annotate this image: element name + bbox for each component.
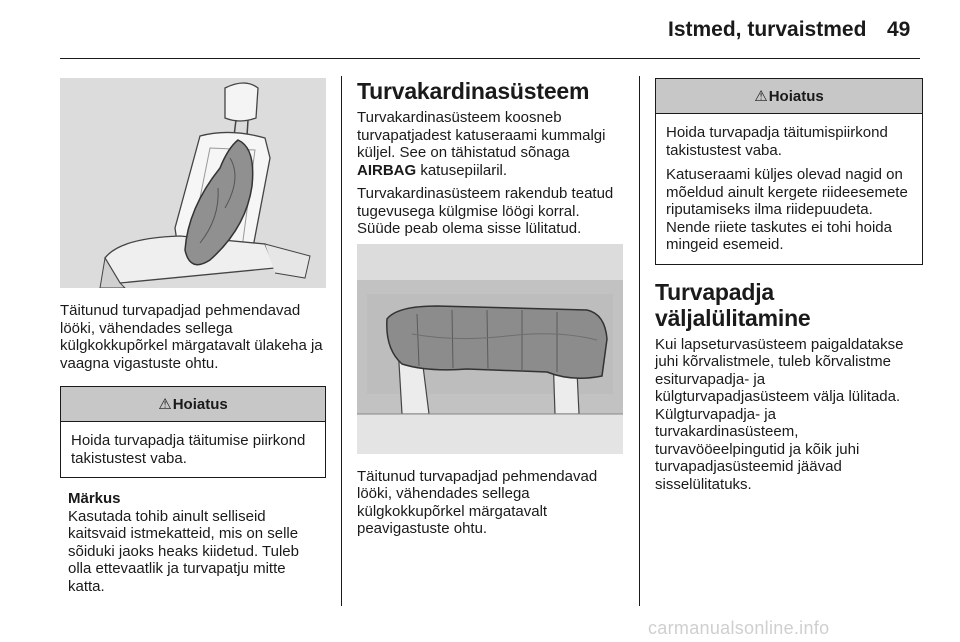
note-title: Märkus bbox=[68, 490, 121, 507]
warning-text: Hoida turvapadja täitumispiirkond takistustest vaba. bbox=[666, 124, 888, 159]
column-right bbox=[655, 78, 923, 499]
warning-triangle-icon: ⚠ bbox=[754, 88, 768, 105]
deactivation-paragraph: Kui lapseturvasüsteem paigaldatakse juhi kõrvalistmele, tuleb kõrvalistme esiturvapadja- ja külgturvapadjasüsteem välja lülitada. Külgturvapadja- ja turvakardinasüsteem, turvavööeelpingutid ja kõik juhi turvapadjasüsteemid jäävad sisselülitatuks. bbox=[655, 335, 904, 493]
warning-text: Katuseraami küljes olevad nagid on mõeldud ainult kergete riideesemete riputamiseks ilma riidepuudeta. Nende riiete taskutes ei tohi hoida mingeid esemeid. bbox=[666, 166, 908, 253]
paragraph-text: katusepiilaril. bbox=[416, 161, 508, 179]
section-title-curtain: Turvakardinasüsteem bbox=[357, 78, 590, 104]
warning-box-left bbox=[60, 386, 326, 478]
header-rule bbox=[60, 58, 920, 59]
page-header-title: Istmed, turvaistmed bbox=[668, 18, 867, 41]
note-block bbox=[60, 490, 326, 595]
warning-body bbox=[656, 114, 922, 264]
column-left bbox=[60, 78, 326, 595]
warning-title: Hoiatus bbox=[768, 88, 824, 105]
warning-triangle-icon: ⚠ bbox=[158, 396, 172, 413]
column-middle bbox=[357, 78, 623, 538]
warning-body bbox=[61, 422, 325, 477]
section-title-deactivation: Turvapadja väljalülitamine bbox=[655, 278, 811, 331]
warning-header bbox=[656, 79, 922, 114]
warning-text: Hoida turvapadja täitumise piirkond takistustest vaba. bbox=[71, 432, 306, 467]
note-text: Kasutada tohib ainult selliseid kaitsvaid istmekatteid, mis on selle sõiduki jaoks heaks kiidetud. Tuleb olla ettevaatlik ja turvapatju mitte katta. bbox=[68, 507, 299, 595]
paragraph-text: Turvakardinasüsteem koosneb turvapatjadest katuseraami kummalgi küljel. See on tähistatud sõnaga bbox=[357, 109, 606, 161]
page-number: 49 bbox=[887, 18, 911, 41]
watermark-text: carmanualsonline.info bbox=[648, 618, 830, 638]
curtain-airbag-caption: Täitunud turvapadjad pehmendavad lööki, vähendades sellega külgkokkupõrkel märgatavalt peavigastuste ohtu. bbox=[357, 467, 598, 537]
curtain-airbag-illustration bbox=[357, 244, 623, 454]
curtain-paragraph-2: Turvakardinasüsteem rakendub teatud tugevusega külgmise löögi korral. Süüde peab olema sisse lülitatud. bbox=[357, 185, 614, 237]
warning-title: Hoiatus bbox=[172, 396, 228, 413]
seat-side-airbag-illustration bbox=[60, 78, 326, 288]
column-divider-left bbox=[341, 76, 342, 606]
warning-header bbox=[61, 387, 325, 422]
curtain-paragraph-1 bbox=[357, 109, 623, 179]
column-divider-right bbox=[639, 76, 640, 606]
seat-airbag-caption: Täitunud turvapadjad pehmendavad lööki, vähendades sellega külgkokkupõrkel märgatavalt ülakeha ja vaagna vigastuste ohtu. bbox=[60, 302, 323, 372]
airbag-label: AIRBAG bbox=[357, 161, 417, 179]
warning-box-right bbox=[655, 78, 923, 265]
